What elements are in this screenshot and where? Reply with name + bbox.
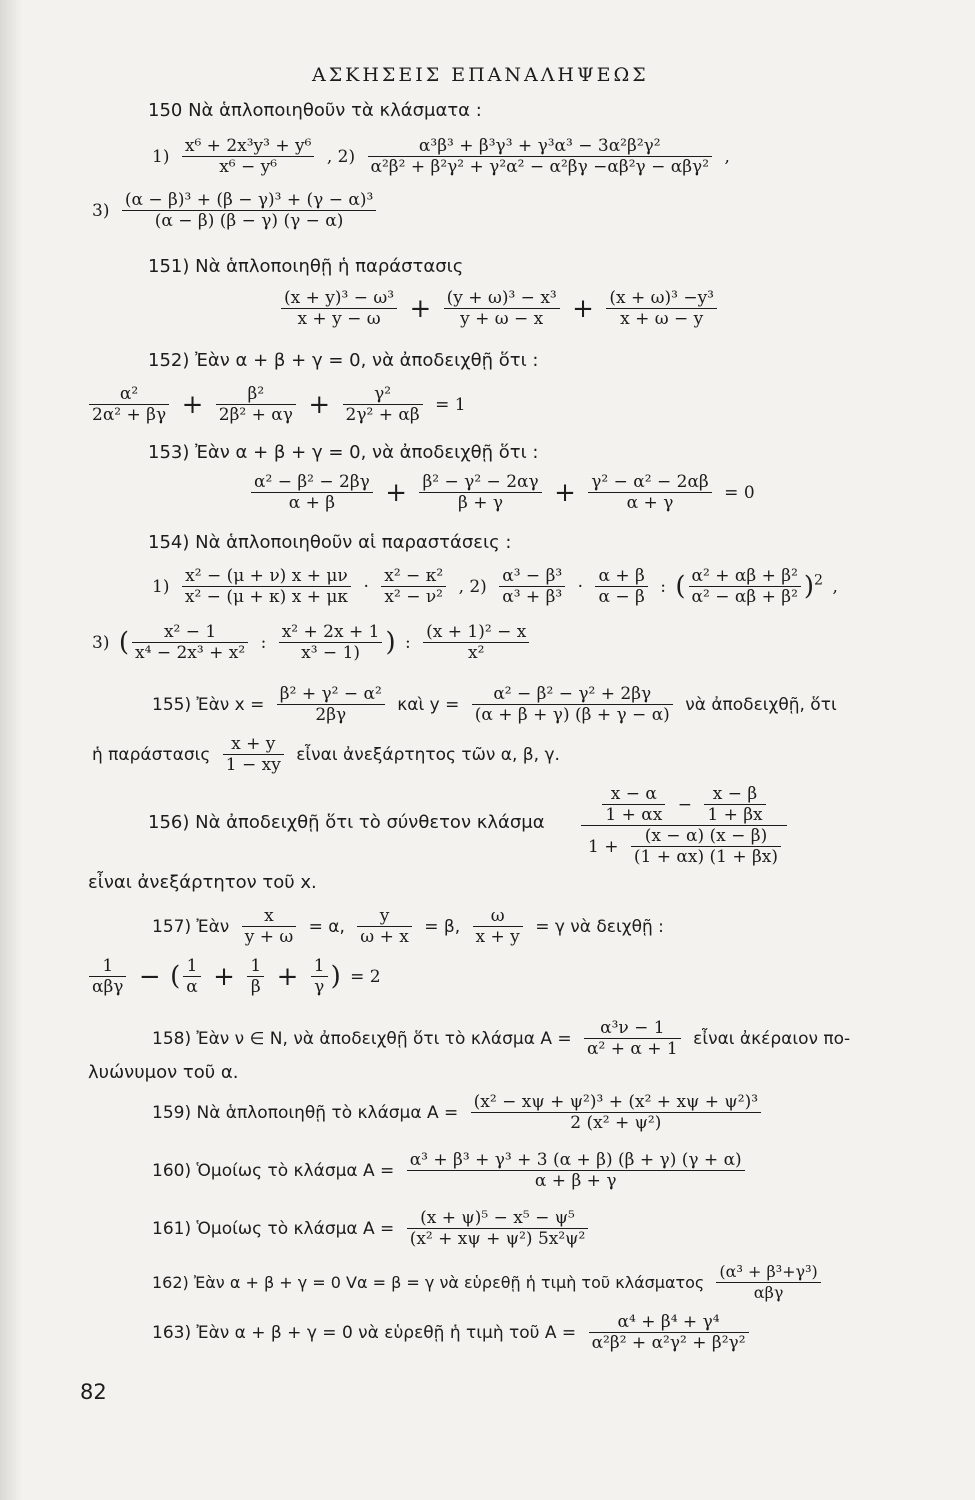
exercise-160: 160) Ὁμοίως τὸ κλάσμα A = $\frac{\text{α³ + β³ + γ³ + 3 (α + β) (β + γ) (γ + α)}}{\alpha + \beta + \gamma}$ [148, 1150, 748, 1191]
fraction: $\frac{\text{(x² − xψ + ψ²)³ + (x² + xψ + ψ²)³}}{\text{2 (x² + ψ²)}}$ [471, 1092, 761, 1133]
fraction: $\frac{\text{β² − γ² − 2αγ}}{\beta + \gamma}$ [419, 472, 541, 513]
fraction: $\frac{\text{β² + γ² − α²}}{2\beta\gamma}$ [277, 684, 385, 725]
exercise-150-fraction-3: 3) $\frac{\text{(α − β)³ + (β − γ)³ + (γ − α)³}}{(\alpha - \beta) (\beta - \gamma) (\gamma - \alpha)}$ [88, 190, 379, 231]
exercise-161: 161) Ὁμοίως τὸ κλάσμα A = $\frac{\text{(x + ψ)⁵ − x⁵ − ψ⁵}}{\text{(x² + xψ + ψ²) 5x²ψ²}}$ [148, 1208, 591, 1249]
fraction: $\frac{\text{x² − 1}}{\text{x⁴ − 2x³ + x²}}$ [132, 622, 248, 663]
fraction: $\frac{\text{α³β³ + β³γ³ + γ³α³ − 3α²β²γ²}}{\text{α²β² + β²γ² + γ²α² − α²βγ −αβ²γ − αβγ²}}$ [368, 136, 713, 177]
fraction: $\frac{\text{x² + 2x + 1}}{\text{x³ − 1)}}$ [279, 622, 383, 663]
fraction: $\frac{\text{(α³ + β³+γ³)}}{\text{αβγ}}$ [716, 1262, 820, 1303]
exercise-152-text: 152) Ἐὰν α + β + γ = 0, νὰ ἀποδειχθῇ ὅτι : [148, 350, 539, 371]
exercise-162: 162) Ἐὰν α + β + γ = 0 Vα = β = γ νὰ εὑρεθῇ ἡ τιμὴ τοῦ κλάσματος $\frac{\text{(α³ + β³+γ³)}}{\text{αβγ}}$ [148, 1262, 824, 1303]
compound-fraction: $\frac{x - \alpha}{1 + \alpha x}$ − $\frac{x - \beta}{1 + \beta x}$ 1 + $\frac{(x - \alpha) (x - \beta)}{(1 + \alpha x) (1 + \beta x)}$ [581, 784, 787, 867]
fraction: $\frac{\text{α² − β² − γ² + 2βγ}}{(\alpha + \beta + \gamma) (\beta + \gamma - \alpha)}$ [472, 684, 673, 725]
fraction: $\frac{\text{(x + 1)² − x}}{\text{x²}}$ [423, 622, 529, 663]
fraction: $\frac{\text{x⁶ + 2x³y³ + y⁶}}{\text{x⁶ − y⁶}}$ [182, 136, 315, 177]
fraction: $\frac{\text{x² − (μ + ν) x + μν}}{\text{x² − (μ + κ) x + μκ}}$ [182, 566, 351, 607]
exercise-156-conclusion: εἶναι ἀνεξάρτητον τοῦ x. [88, 872, 317, 893]
fraction: $\frac{\text{α⁴ + β⁴ + γ⁴}}{\text{α²β² + α²γ² + β²γ²}}$ [589, 1312, 749, 1353]
fraction: $\frac{\text{α²}}{\text{2α² + βγ}}$ [89, 384, 169, 425]
exercise-151-expression: $\frac{\text{(x + y)³ − ω³}}{x + y - \omega}$ + $\frac{\text{(y + ω)³ − x³}}{y + \omega - x}$ + $\frac{\text{(x + ω)³ −y³}}{x + \omega - y}$ [278, 288, 720, 329]
fraction: $\frac{x}{y + \omega}$ [242, 906, 297, 947]
exercise-151-text: 151) Νὰ ἁπλοποιηθῇ ἡ παράστασις [148, 256, 464, 277]
fraction: $\frac{1}{\beta}$ [247, 956, 264, 997]
fraction: $\frac{\omega}{x + y}$ [473, 906, 523, 947]
exercise-163: 163) Ἐὰν α + β + γ = 0 νὰ εὑρεθῇ ἡ τιμὴ τοῦ A = $\frac{\text{α⁴ + β⁴ + γ⁴}}{\text{α²β² + α²γ² + β²γ²}}$ [148, 1312, 752, 1353]
fraction: $\frac{1}{\text{αβγ}}$ [89, 956, 126, 997]
fraction: $\frac{\text{(x + y)³ − ω³}}{x + y - \omega}$ [281, 288, 397, 329]
fraction: $\frac{\text{α³ + β³ + γ³ + 3 (α + β) (β + γ) (γ + α)}}{\alpha + \beta + \gamma}$ [407, 1150, 745, 1191]
fraction: $\frac{\text{(x + ψ)⁵ − x⁵ − ψ⁵}}{\text{(x² + xψ + ψ²) 5x²ψ²}}$ [407, 1208, 589, 1249]
fraction: $\frac{\text{α² − β² − 2βγ}}{\alpha + \beta}$ [251, 472, 373, 513]
page-heading: ΑΣΚΗΣΕΙΣ ΕΠΑΝΑΛΗΨΕΩΣ [312, 64, 649, 86]
fraction: $\frac{\text{α² + αβ + β²}}{\text{α² − αβ + β²}}$ [689, 566, 801, 607]
page-edge-shadow [0, 0, 22, 1500]
fraction: $\frac{y}{\omega + x}$ [357, 906, 412, 947]
page-number: 82 [80, 1380, 107, 1404]
exercise-157-identity: $\frac{1}{\text{αβγ}}$ − ( $\frac{1}{\alpha}$ + $\frac{1}{\beta}$ + $\frac{1}{\gamma}$ ) = 2 [86, 956, 385, 997]
fraction: $\frac{\text{γ² − α² − 2αβ}}{\alpha + \gamma}$ [588, 472, 712, 513]
fraction: $\frac{\text{α³ν − 1}}{\text{α² + α + 1}}$ [584, 1018, 681, 1059]
exercise-156-text: 156) Νὰ ἀποδειχθῇ ὅτι τὸ σύνθετον κλάσμα [148, 812, 545, 833]
exercise-155-line-2: ἡ παράστασις $\frac{x + y}{1 - xy}$ εἶναι ἀνεξάρτητος τῶν α, β, γ. [92, 734, 560, 775]
fraction: $\frac{\text{β²}}{\text{2β² + αγ}}$ [216, 384, 296, 425]
fraction: $\frac{\alpha + \beta}{\alpha - \beta}$ [595, 566, 647, 607]
exercise-155-line-1: 155) Ἐὰν x = $\frac{\text{β² + γ² − α²}}{2\beta\gamma}$ καὶ y = $\frac{\text{α² − β² − γ² + 2βγ}}{(\alpha + \beta + \gamma) (\beta + \gamma - \alpha)}$ νὰ ἀποδειχθῇ, ὅτι [152, 684, 837, 725]
fraction: $\frac{1}{\alpha}$ [183, 956, 200, 997]
exercise-150-fractions-1-2: 1) $\frac{\text{x⁶ + 2x³y³ + y⁶}}{\text{x⁶ − y⁶}}$ , 2) $\frac{\text{α³β³ + β³γ³ + γ³α³ − 3α²β²γ²}}{\text{α²β² + β²γ² + γ²α² − α²βγ −αβ²γ − αβγ²}}$ , [152, 136, 730, 177]
exercise-157-line-1: 157) Ἐὰν $\frac{x}{y + \omega}$ = α, $\frac{y}{\omega + x}$ = β, $\frac{\omega}{x + y}$ = γ νὰ δειχθῇ : [152, 906, 664, 947]
exercise-153-text: 153) Ἐὰν α + β + γ = 0, νὰ ἀποδειχθῇ ὅτι : [148, 442, 539, 463]
fraction: $\frac{\text{γ²}}{\text{2γ² + αβ}}$ [343, 384, 423, 425]
fraction: $\frac{\text{(α − β)³ + (β − γ)³ + (γ − α)³}}{(\alpha - \beta) (\beta - \gamma) (\gamma - \alpha)}$ [122, 190, 376, 231]
exercise-159: 159) Νὰ ἁπλοποιηθῇ τὸ κλάσμα A = $\frac{\text{(x² − xψ + ψ²)³ + (x² + xψ + ψ²)³}}{\text{2 (x² + ψ²)}}$ [148, 1092, 764, 1133]
fraction: $\frac{\text{(x + ω)³ −y³}}{x + \omega - y}$ [606, 288, 717, 329]
exercise-154-text: 154) Νὰ ἁπλοποιηθοῦν αἱ παραστάσεις : [148, 532, 512, 553]
exercise-158-line-2: λυώνυμον τοῦ α. [88, 1062, 239, 1083]
exercise-152-identity: $\frac{\text{α²}}{\text{2α² + βγ}}$ + $\frac{\text{β²}}{\text{2β² + αγ}}$ + $\frac{\text{γ²}}{\text{2γ² + αβ}}$ = 1 [86, 384, 470, 425]
exercise-158-line-1: 158) Ἐὰν ν ∈ N, νὰ ἀποδειχθῇ ὅτι τὸ κλάσμα A = $\frac{\text{α³ν − 1}}{\text{α² + α + 1}}$ εἶναι ἀκέραιον πο- [152, 1018, 851, 1059]
fraction: $\frac{x + y}{1 - xy}$ [223, 734, 284, 775]
exercise-154-parts-1-2: 1) $\frac{\text{x² − (μ + ν) x + μν}}{\text{x² − (μ + κ) x + μκ}}$ · $\frac{\text{x² − κ²}}{\text{x² − ν²}}$ , 2) $\frac{\text{α³ − β³}}{\text{α³ + β³}}$ · $\frac{\alpha + \beta}{\alpha - \beta}$ : ( $\frac{\text{α² + αβ + β²}}{\text{α² − αβ + β²}}$ )$^2$ , [152, 566, 838, 607]
exercise-150-text: 150 Νὰ ἁπλοποιηθοῦν τὰ κλάσματα : [148, 100, 482, 121]
fraction: $\frac{\text{α³ − β³}}{\text{α³ + β³}}$ [499, 566, 565, 607]
exercise-153-identity: $\frac{\text{α² − β² − 2βγ}}{\alpha + \beta}$ + $\frac{\text{β² − γ² − 2αγ}}{\beta + \gamma}$ + $\frac{\text{γ² − α² − 2αβ}}{\alpha + \gamma}$ = 0 [248, 472, 759, 513]
fraction: $\frac{\text{(y + ω)³ − x³}}{y + \omega - x}$ [444, 288, 560, 329]
exercise-156-compound-fraction [578, 784, 790, 867]
fraction: $\frac{\text{x² − κ²}}{\text{x² − ν²}}$ [381, 566, 446, 607]
fraction: $\frac{1}{\gamma}$ [311, 956, 328, 997]
exercise-154-part-3: 3) ( $\frac{\text{x² − 1}}{\text{x⁴ − 2x³ + x²}}$ : $\frac{\text{x² + 2x + 1}}{\text{x³ − 1)}}$ ) : $\frac{\text{(x + 1)² − x}}{\text{x²}}$ [88, 622, 532, 663]
